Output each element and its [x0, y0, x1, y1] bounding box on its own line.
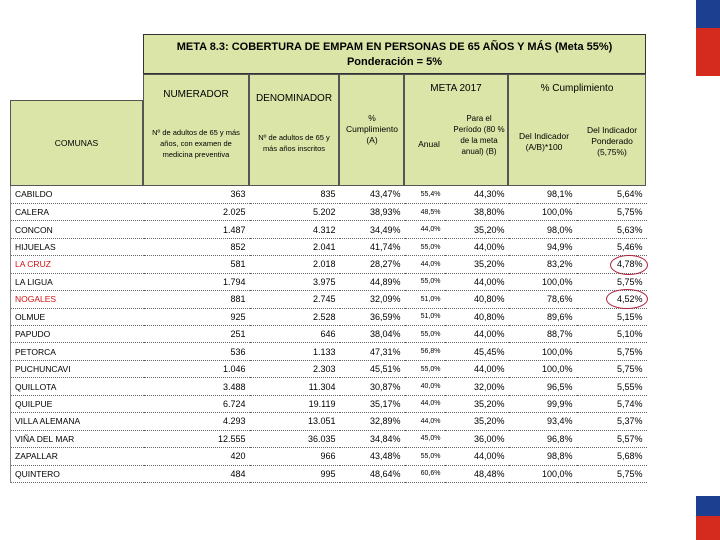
meta-periodo-cell: 44,30% — [445, 186, 509, 203]
denominador-cell: 11.304 — [250, 378, 340, 395]
comuna-cell: QUILPUE — [11, 395, 144, 412]
cumplimiento-indicador-cell: 98,8% — [509, 448, 577, 465]
header-numerador — [143, 74, 249, 186]
pct-cumplimiento-cell: 28,27% — [340, 256, 405, 273]
meta-periodo-cell: 44,00% — [445, 448, 509, 465]
flag-blue-band-bottom — [696, 496, 720, 516]
header-pct-cumplimiento — [339, 74, 404, 186]
meta-periodo-cell: 35,20% — [445, 221, 509, 238]
pct-cumplimiento-cell: 36,59% — [340, 308, 405, 325]
flag-white-band — [696, 76, 720, 496]
para-periodo-label: Para el Período (80 % de la meta anual) (B) — [453, 114, 505, 156]
numerador-cell: 4.293 — [144, 413, 250, 430]
numerador-cell: 420 — [144, 448, 250, 465]
meta-periodo-cell: 35,20% — [445, 395, 509, 412]
comuna-cell: CABILDO — [11, 186, 144, 203]
cumplimiento-ponderado-cell: 5,64% — [577, 186, 647, 203]
header-denominador — [249, 74, 339, 186]
comuna-cell: QUINTERO — [11, 465, 144, 482]
cumplimiento-indicador-cell: 100,0% — [509, 465, 577, 482]
meta-periodo-cell: 40,80% — [445, 291, 509, 308]
cumplimiento-ponderado-cell: 5,75% — [577, 273, 647, 290]
denominador-cell: 19.119 — [250, 395, 340, 412]
pct-cumplimiento-cell: 32,09% — [340, 291, 405, 308]
cumplimiento-label: % Cumplimiento — [540, 83, 614, 94]
pct-cumplimiento-cell: 41,74% — [340, 238, 405, 255]
del-indicador-ponderado-label: Del Indicador Ponderado (5,75%) — [586, 125, 638, 157]
highlight-circle-nogales — [606, 289, 648, 309]
numerador-cell: 6.724 — [144, 395, 250, 412]
numerador-cell: 3.488 — [144, 378, 250, 395]
cumplimiento-indicador-cell: 98,0% — [509, 221, 577, 238]
meta-periodo-cell: 45,45% — [445, 343, 509, 360]
pct-cumplimiento-cell: 45,51% — [340, 360, 405, 377]
table-row — [11, 465, 647, 482]
meta-anual-cell: 51,0% — [405, 308, 445, 325]
table-row — [11, 395, 647, 412]
denominador-cell: 835 — [250, 186, 340, 203]
meta-anual-cell: 40,0% — [405, 378, 445, 395]
comuna-cell: HIJUELAS — [11, 238, 144, 255]
table-row — [11, 413, 647, 430]
denominador-cell: 966 — [250, 448, 340, 465]
numerador-cell: 1.046 — [144, 360, 250, 377]
meta-periodo-cell: 32,00% — [445, 378, 509, 395]
cumplimiento-ponderado-cell: 4,52% — [577, 291, 647, 308]
cumplimiento-indicador-cell: 93,4% — [509, 413, 577, 430]
cumplimiento-ponderado-cell: 5,68% — [577, 448, 647, 465]
cumplimiento-indicador-cell: 89,6% — [509, 308, 577, 325]
comuna-cell: LA LIGUA — [11, 273, 144, 290]
cumplimiento-ponderado-cell: 5,75% — [577, 360, 647, 377]
comuna-cell: VILLA ALEMANA — [11, 413, 144, 430]
cumplimiento-ponderado-cell: 5,75% — [577, 465, 647, 482]
pct-cumplimiento-cell: 30,87% — [340, 378, 405, 395]
meta-periodo-cell: 35,20% — [445, 413, 509, 430]
meta-periodo-cell: 44,00% — [445, 360, 509, 377]
table-row — [11, 448, 647, 465]
pct-cumplimiento-cell: 44,89% — [340, 273, 405, 290]
cumplimiento-ponderado-cell: 5,15% — [577, 308, 647, 325]
cumplimiento-indicador-cell: 96,5% — [509, 378, 577, 395]
cumplimiento-ponderado-cell: 5,46% — [577, 238, 647, 255]
table-row — [11, 308, 647, 325]
header-cumplimiento — [508, 74, 646, 186]
numerador-cell: 852 — [144, 238, 250, 255]
pct-cumplimiento-cell: 47,31% — [340, 343, 405, 360]
denominador-cell: 3.975 — [250, 273, 340, 290]
numerador-cell: 251 — [144, 326, 250, 343]
numerador-cell: 363 — [144, 186, 250, 203]
flag-red-band-bottom — [696, 516, 720, 540]
cumplimiento-indicador-cell: 94,9% — [509, 238, 577, 255]
cumplimiento-indicador-cell: 98,1% — [509, 186, 577, 203]
pct-cumplimiento-cell: 43,47% — [340, 186, 405, 203]
meta-anual-cell: 44,0% — [405, 395, 445, 412]
comuna-cell: CONCON — [11, 221, 144, 238]
denominador-description: Nº de adultos de 65 y más años inscritos — [258, 133, 330, 153]
numerador-cell: 2.025 — [144, 203, 250, 220]
denominador-cell: 13.051 — [250, 413, 340, 430]
numerador-cell: 12.555 — [144, 430, 250, 447]
meta-anual-cell: 55,0% — [405, 448, 445, 465]
meta-periodo-cell: 48,48% — [445, 465, 509, 482]
numerador-cell: 484 — [144, 465, 250, 482]
pct-cumplimiento-cell: 34,49% — [340, 221, 405, 238]
comunas-label: COMUNAS — [54, 138, 99, 148]
table-row — [11, 378, 647, 395]
comuna-cell: QUILLOTA — [11, 378, 144, 395]
table-row — [11, 203, 647, 220]
numerador-cell: 881 — [144, 291, 250, 308]
cumplimiento-ponderado-cell: 5,55% — [577, 378, 647, 395]
comuna-cell: PUCHUNCAVI — [11, 360, 144, 377]
pct-cumplimiento-cell: 38,93% — [340, 203, 405, 220]
denominador-cell: 1.133 — [250, 343, 340, 360]
numerador-cell: 581 — [144, 256, 250, 273]
flag-strip — [696, 0, 720, 540]
cumplimiento-indicador-cell: 100,0% — [509, 203, 577, 220]
table-row — [11, 430, 647, 447]
meta-periodo-cell: 35,20% — [445, 256, 509, 273]
meta-anual-cell: 44,0% — [405, 413, 445, 430]
table-row — [11, 291, 647, 308]
meta-periodo-cell: 38,80% — [445, 203, 509, 220]
comuna-cell: VIÑA DEL MAR — [11, 430, 144, 447]
table-row — [11, 256, 647, 273]
cumplimiento-ponderado-cell: 5,74% — [577, 395, 647, 412]
meta-2017-label: META 2017 — [430, 83, 482, 94]
pct-cumplimiento-cell: 34,84% — [340, 430, 405, 447]
comuna-cell: CALERA — [11, 203, 144, 220]
cumplimiento-indicador-cell: 100,0% — [509, 343, 577, 360]
pct-cumplimiento-cell: 38,04% — [340, 326, 405, 343]
table-row — [11, 326, 647, 343]
table-row — [11, 238, 647, 255]
comuna-cell: PAPUDO — [11, 326, 144, 343]
denominador-cell: 2.745 — [250, 291, 340, 308]
title-line-2: Ponderación = 5% — [346, 56, 443, 68]
meta-anual-cell: 44,0% — [405, 256, 445, 273]
flag-blue-band — [696, 0, 720, 28]
anual-label: Anual — [418, 139, 440, 149]
numerador-cell: 536 — [144, 343, 250, 360]
meta-anual-cell: 55,4% — [405, 186, 445, 203]
cumplimiento-indicador-cell: 100,0% — [509, 273, 577, 290]
cumplimiento-indicador-cell: 88,7% — [509, 326, 577, 343]
meta-anual-cell: 44,0% — [405, 221, 445, 238]
denominador-cell: 36.035 — [250, 430, 340, 447]
denominador-cell: 995 — [250, 465, 340, 482]
highlight-circle-la-cruz — [610, 255, 648, 275]
meta-periodo-cell: 44,00% — [445, 238, 509, 255]
denominador-cell: 2.303 — [250, 360, 340, 377]
pct-cumplimiento-cell: 35,17% — [340, 395, 405, 412]
table-row — [11, 221, 647, 238]
meta-anual-cell: 51,0% — [405, 291, 445, 308]
comuna-cell: PETORCA — [11, 343, 144, 360]
meta-periodo-cell: 40,80% — [445, 308, 509, 325]
table-row — [11, 360, 647, 377]
comuna-cell: LA CRUZ — [11, 256, 144, 273]
cumplimiento-ponderado-cell: 5,10% — [577, 326, 647, 343]
comuna-cell: OLMUE — [11, 308, 144, 325]
pct-cumplimiento-label: % Cumplimiento (A) — [346, 113, 398, 145]
cumplimiento-ponderado-cell: 5,75% — [577, 203, 647, 220]
meta-anual-cell: 55,0% — [405, 360, 445, 377]
cumplimiento-ponderado-cell: 5,63% — [577, 221, 647, 238]
meta-anual-cell: 55,0% — [405, 326, 445, 343]
cumplimiento-indicador-cell: 100,0% — [509, 360, 577, 377]
meta-periodo-cell: 36,00% — [445, 430, 509, 447]
numerador-description: Nº de adultos de 65 y más años, con examen de medicina preventiva — [152, 128, 240, 159]
denominador-cell: 646 — [250, 326, 340, 343]
numerador-cell: 1.794 — [144, 273, 250, 290]
numerador-cell: 925 — [144, 308, 250, 325]
del-indicador-label: Del Indicador (A/B)*100 — [518, 131, 570, 152]
meta-anual-cell: 55,0% — [405, 238, 445, 255]
meta-anual-cell: 48,5% — [405, 203, 445, 220]
comuna-cell: ZAPALLAR — [11, 448, 144, 465]
table-row — [11, 186, 647, 203]
meta-anual-cell: 45,0% — [405, 430, 445, 447]
meta-anual-cell: 56,8% — [405, 343, 445, 360]
denominador-cell: 2.528 — [250, 308, 340, 325]
numerador-label: NUMERADOR — [163, 89, 229, 100]
meta-periodo-cell: 44,00% — [445, 273, 509, 290]
meta-periodo-cell: 44,00% — [445, 326, 509, 343]
meta-anual-cell: 55,0% — [405, 273, 445, 290]
cumplimiento-ponderado-cell: 4,78% — [577, 256, 647, 273]
cumplimiento-ponderado-cell: 5,57% — [577, 430, 647, 447]
title-line-1: META 8.3: COBERTURA DE EMPAM EN PERSONAS DE 65 AÑOS Y MÁS (Meta 55%) — [176, 41, 613, 53]
table-title — [143, 34, 646, 74]
cumplimiento-indicador-cell: 83,2% — [509, 256, 577, 273]
data-table — [10, 186, 647, 483]
numerador-cell: 1.487 — [144, 221, 250, 238]
pct-cumplimiento-cell: 32,89% — [340, 413, 405, 430]
denominador-label: DENOMINADOR — [255, 93, 333, 104]
header-meta-2017 — [404, 74, 508, 186]
denominador-cell: 4.312 — [250, 221, 340, 238]
table-row — [11, 273, 647, 290]
cumplimiento-ponderado-cell: 5,75% — [577, 343, 647, 360]
table-row — [11, 343, 647, 360]
comuna-cell: NOGALES — [11, 291, 144, 308]
pct-cumplimiento-cell: 43,48% — [340, 448, 405, 465]
denominador-cell: 5.202 — [250, 203, 340, 220]
header-comunas — [10, 100, 143, 186]
cumplimiento-indicador-cell: 99,9% — [509, 395, 577, 412]
flag-red-band — [696, 28, 720, 76]
meta-anual-cell: 60,6% — [405, 465, 445, 482]
cumplimiento-ponderado-cell: 5,37% — [577, 413, 647, 430]
cumplimiento-indicador-cell: 78,6% — [509, 291, 577, 308]
denominador-cell: 2.041 — [250, 238, 340, 255]
cumplimiento-indicador-cell: 96,8% — [509, 430, 577, 447]
pct-cumplimiento-cell: 48,64% — [340, 465, 405, 482]
denominador-cell: 2.018 — [250, 256, 340, 273]
